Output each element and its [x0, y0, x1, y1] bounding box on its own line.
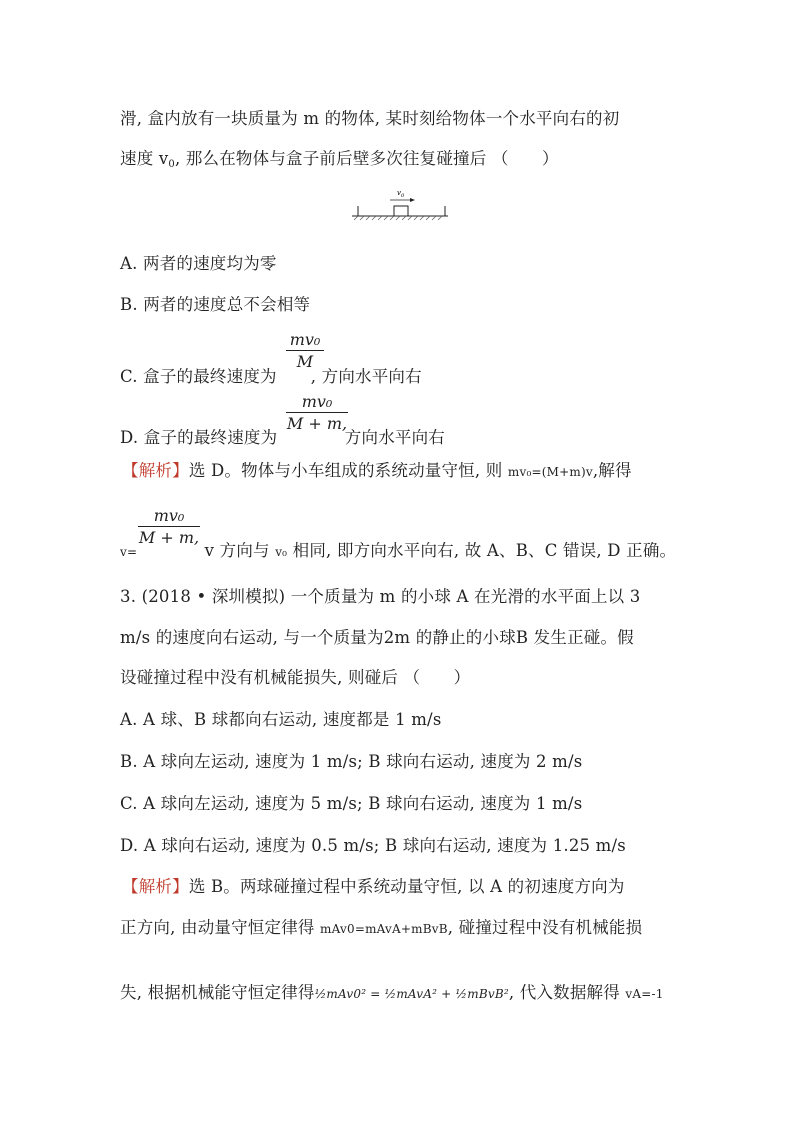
- q2-option-c-post: , 方向水平向右: [310, 367, 422, 386]
- answer-tag: 【解析】: [122, 461, 189, 480]
- q3-answer-line-1: [122, 876, 682, 898]
- q2-option-c-denominator: M: [296, 352, 314, 371]
- q2-option-c-numerator: mv₀: [289, 330, 321, 349]
- q3-answer-3-pre: 失, 根据机械能守恒定律得: [120, 983, 315, 1002]
- q3-answer-2-post: , 碰撞过程中没有机械能损: [447, 918, 643, 937]
- q2-option-c: [120, 366, 680, 388]
- q3-answer-3-post: , 代入数据解得: [508, 983, 626, 1002]
- figure-arrow-head: [410, 198, 415, 202]
- q3-answer-3-equation: ½mAv0² = ½mAvA² + ½mBvB²: [314, 987, 509, 1001]
- q2-line-2-sub: 0: [168, 159, 175, 170]
- q2-answer-equation: mv₀=(M+m)v: [507, 465, 593, 479]
- q2-option-d-fraction: [286, 392, 348, 435]
- q2-answer-mid: v 方向与: [199, 541, 276, 560]
- q2-line-2-pre: 速度 v: [120, 149, 169, 168]
- q2-option-c-fraction: [286, 330, 324, 373]
- q3-line-1: 3. (2018 • 深圳模拟) 一个质量为 m 的小球 A 在光滑的水平面上以 3: [120, 587, 641, 606]
- figure-object: [394, 206, 408, 216]
- q2-option-d-numerator: mv₀: [301, 392, 333, 411]
- q2-answer-pre: 选 D。物体与小车组成的系统动量守恒, 则: [188, 461, 508, 480]
- figure-v0-label: $v_0$: [397, 189, 405, 199]
- q2-option-c-pre: C. 盒子的最终速度为: [120, 367, 277, 386]
- q2-answer-line-1: [122, 460, 682, 483]
- q3-option-d: D. A 球向右运动, 速度为 0.5 m/s; B 球向右运动, 速度为 1.25 m/s: [120, 836, 626, 855]
- q3-option-c: C. A 球向左运动, 速度为 5 m/s; B 球向右运动, 速度为 1 m/s: [120, 794, 583, 813]
- q3-answer-line-2: [120, 917, 680, 940]
- q2-line-2: [120, 148, 680, 176]
- q2-answer-denominator: M + m,: [138, 528, 200, 547]
- q2-answer-line-2: [120, 540, 680, 563]
- box-figure: [350, 186, 450, 230]
- q3-answer-3-tail: vA=-1: [625, 987, 664, 1001]
- q2-answer-v0: v₀: [275, 545, 288, 559]
- q2-option-d: [120, 427, 680, 449]
- q2-option-d-denominator: M + m,: [286, 414, 348, 433]
- q3-option-a: A. A 球、B 球都向右运动, 速度都是 1 m/s: [120, 710, 442, 729]
- q3-option-b: B. A 球向左运动, 速度为 1 m/s; B 球向右运动, 速度为 2 m/s: [120, 752, 583, 771]
- q2-line-2-post: , 那么在物体与盒子前后壁多次往复碰撞后 （ ）: [174, 149, 559, 168]
- q2-option-a: A. 两者的速度均为零: [120, 254, 277, 273]
- answer-tag: 【解析】: [122, 877, 189, 896]
- q2-answer-post-2: 相同, 即方向水平向右, 故 A、B、C 错误, D 正确。: [287, 541, 677, 560]
- q3-answer-2-equation: mAv0=mAvA+mBvB: [320, 922, 448, 936]
- q3-line-2: m/s 的速度向右运动, 与一个质量为2m 的静止的小球B 发生正碰。假: [120, 628, 634, 647]
- figure-ground-hatch: [354, 216, 442, 220]
- q2-option-b: B. 两者的速度总不会相等: [120, 295, 311, 314]
- q3-line-3: 设碰撞过程中没有机械能损失, 则碰后 （ ）: [120, 668, 471, 687]
- q2-line-1: 滑, 盒内放有一块质量为 m 的物体, 某时刻给物体一个水平向右的初: [120, 109, 620, 128]
- q2-option-d-pre: D. 盒子的最终速度为: [120, 428, 278, 447]
- q3-answer-2-pre: 正方向, 由动量守恒定律得: [120, 918, 321, 937]
- q2-answer-numerator: mv₀: [153, 506, 185, 525]
- q2-answer-post: ,解得: [592, 461, 632, 480]
- q2-answer-v: v=: [120, 545, 138, 559]
- q3-answer-1: 选 B。两球碰撞过程中系统动量守恒, 以 A 的初速度方向为: [188, 877, 625, 896]
- q2-option-d-post: 方向水平向右: [339, 428, 445, 447]
- q3-answer-line-3: [120, 982, 680, 1005]
